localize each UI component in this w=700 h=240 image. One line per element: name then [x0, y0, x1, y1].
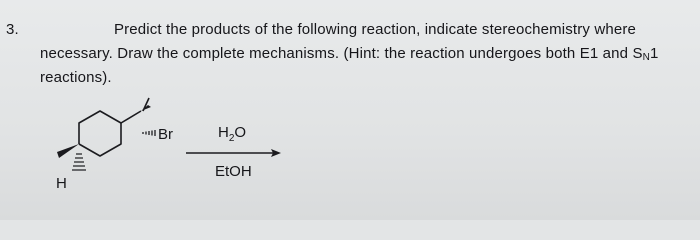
hashed-bond-to-bromine: [143, 130, 155, 136]
question-number: 3.: [6, 21, 19, 38]
question-text-line-3: reactions).: [40, 69, 112, 86]
reagent-water: $H_2O$: [218, 124, 247, 144]
question-text-line-2-main: necessary. Draw the complete mechanisms. (Hint: the reaction undergoes both E1 and S: [40, 45, 643, 62]
question-text-line-1: Predict the products of the following reaction, indicate stereochemistry where: [114, 21, 636, 38]
solvent-ethanol: EtOH: [215, 163, 252, 180]
sn1-subscript: N: [642, 52, 650, 63]
sn1-digit: 1: [650, 45, 659, 62]
hydrogen-label: H: [56, 175, 67, 192]
hashed-bond-to-hydrogen: [72, 154, 86, 170]
bromine-label: Br: [158, 126, 173, 143]
methyl-wedge-bond-bottom: [57, 144, 79, 158]
cyclohexane-ring: [79, 111, 141, 156]
methyl-bond-top: [143, 98, 149, 111]
